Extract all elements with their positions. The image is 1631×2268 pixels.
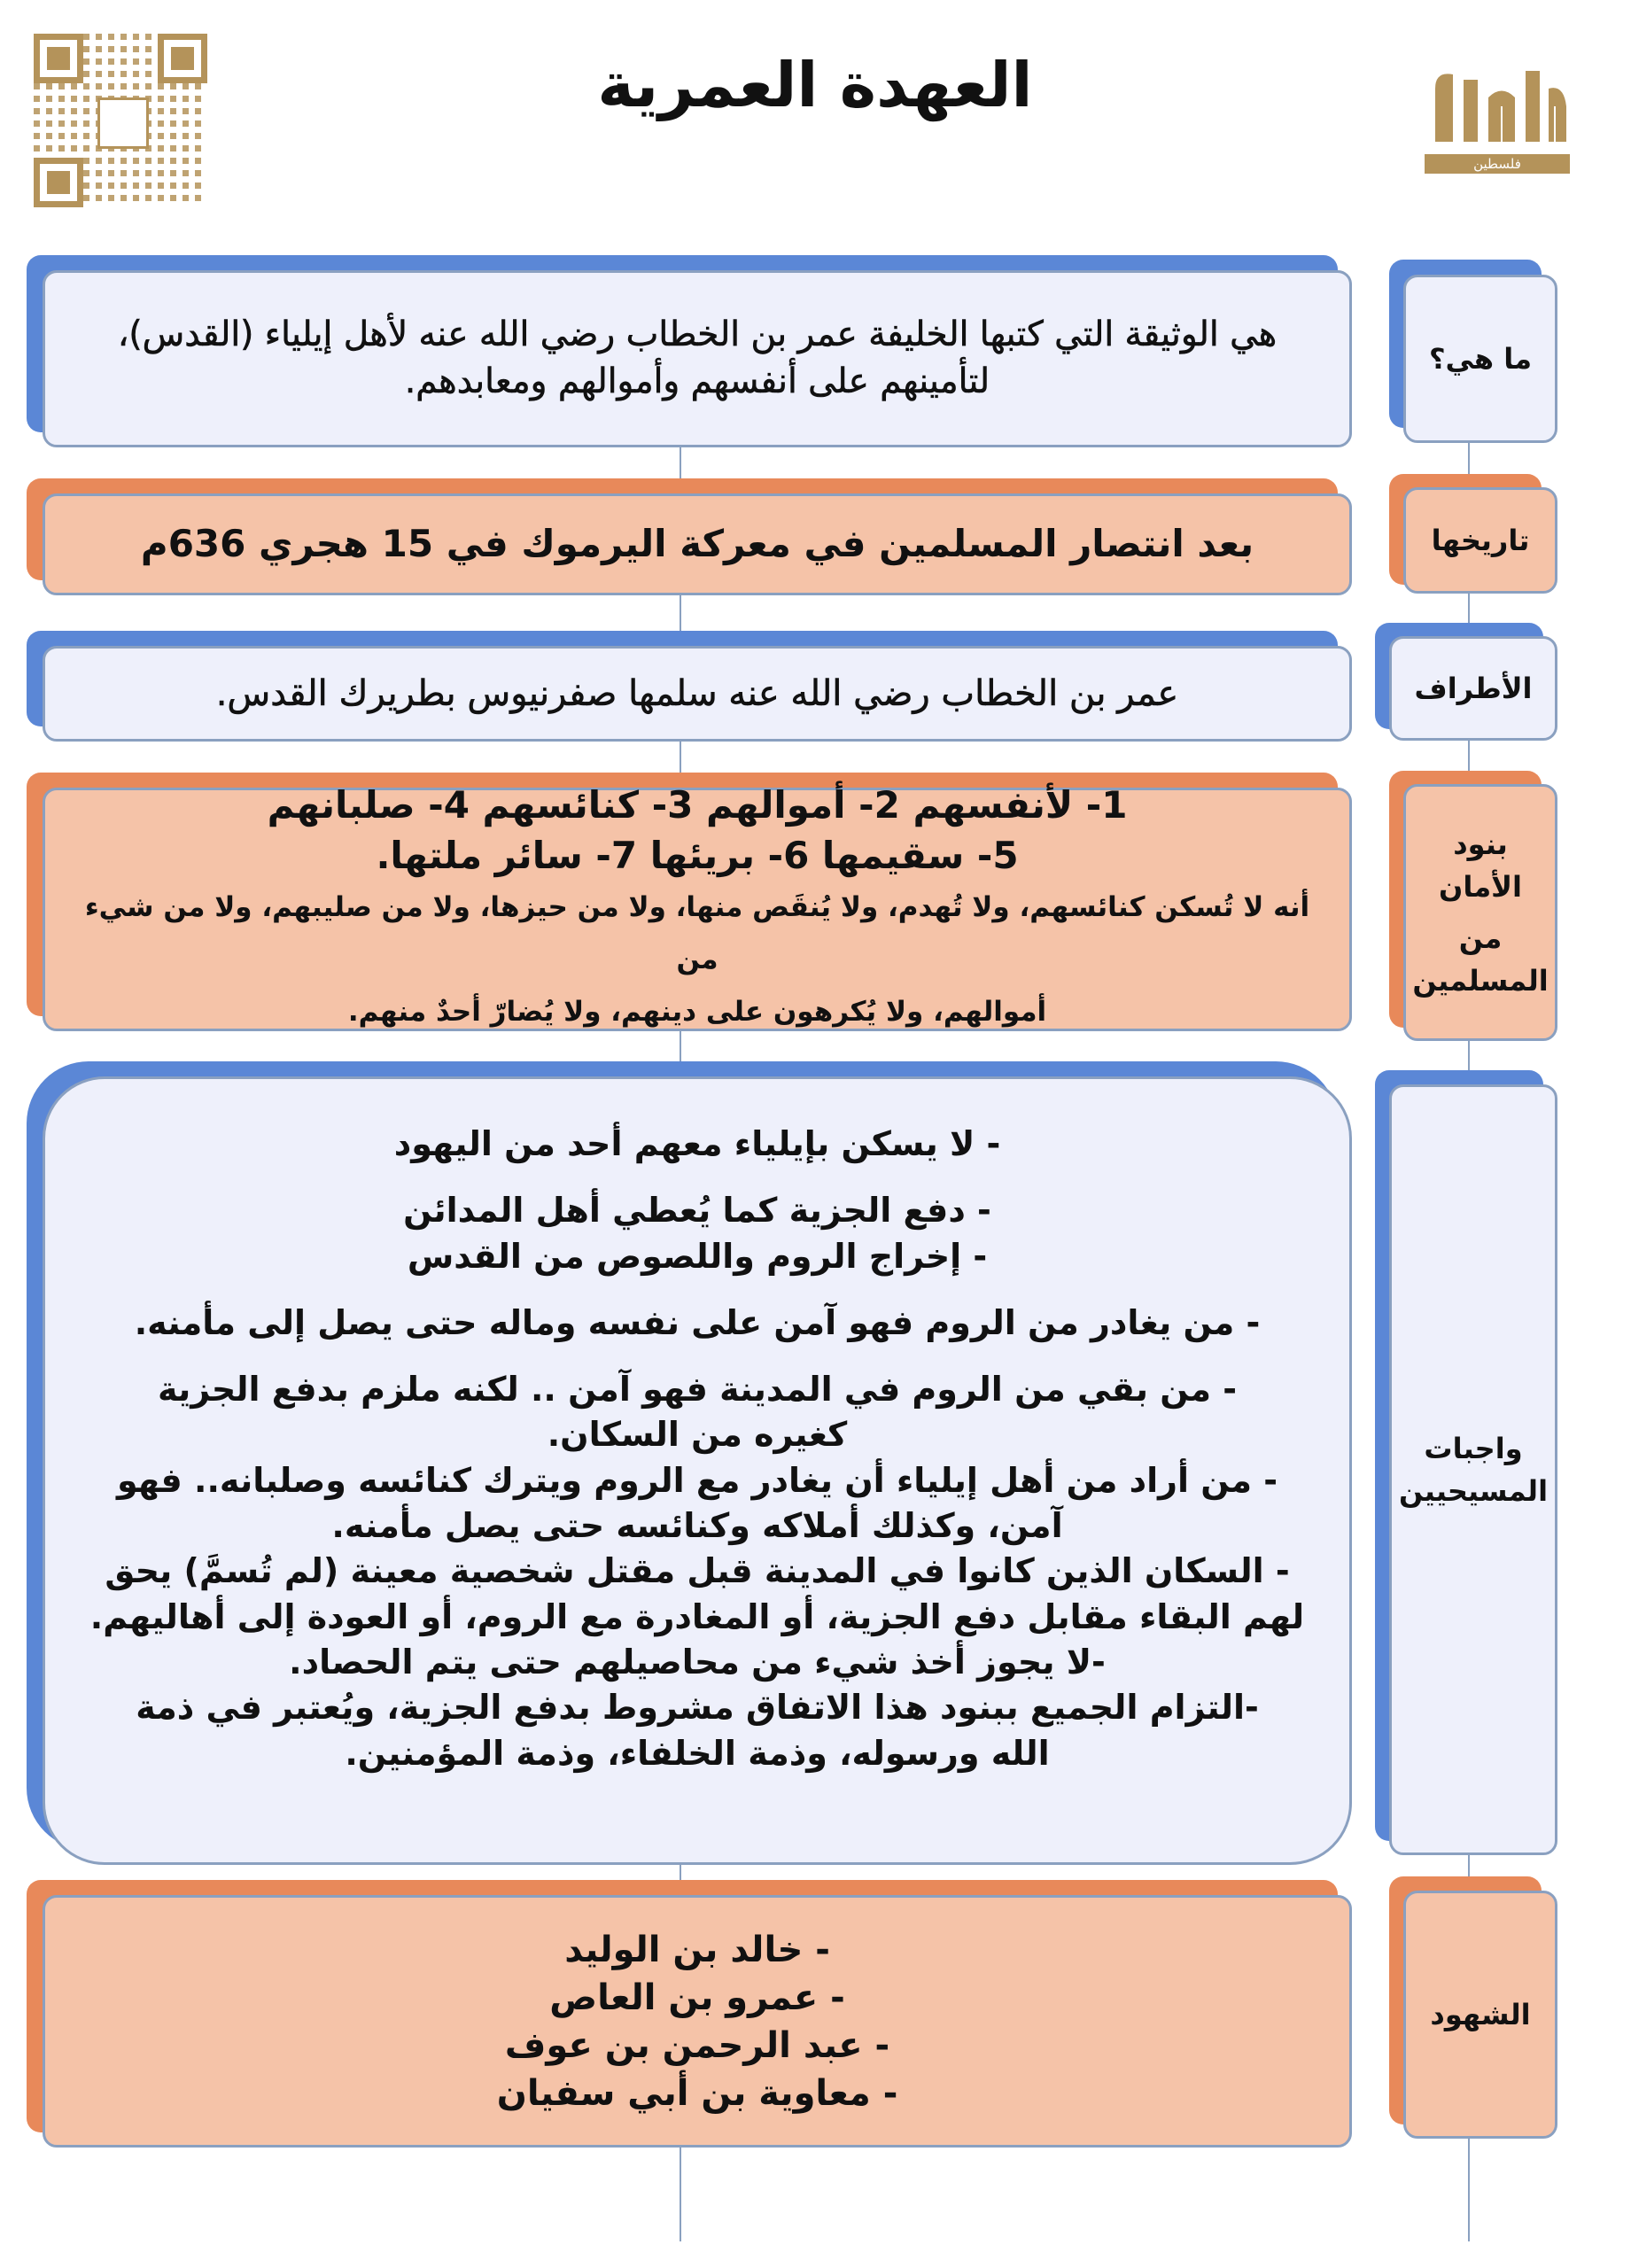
label-line: المسيحيين <box>1398 1474 1549 1508</box>
duty-item: - دفع الجزية كما يُعطي أهل المدائن <box>403 1191 991 1231</box>
definition-text: هي الوثيقة التي كتبها الخليفة عمر بن الخطاب رضي الله عنه لأهل إيلياء (القدس)، لتأمينهم على أنفسهم وأموالهم ومعابدهم. <box>117 315 1278 401</box>
security-terms-box <box>43 783 1352 1031</box>
logo-mark-icon <box>1417 62 1577 151</box>
terms-line-1: 1- لأنفسهم 2- أموالهم 3- كنائسهم 4- صلبانهم <box>267 783 1128 827</box>
label-text: الشهود <box>1430 1998 1531 2031</box>
duty-item: - من بقي من الروم في المدينة فهو آمن .. لكنه ملزم بدفع الجزية كغيره من السكان. <box>157 1370 1238 1455</box>
label-text: ما هي؟ <box>1428 342 1533 376</box>
duty-item: - من أراد من أهل إيلياء أن يغادر مع الروم ويترك كنائسه وصلبانه.. فهو آمن، وكذلك أملاكه وكنائسه حتى يصل مأمنه. <box>117 1460 1278 1546</box>
duty-item: - إخراج الروم واللصوص من القدس <box>407 1236 988 1276</box>
label-line: بنود <box>1453 827 1508 861</box>
label-christian-duties <box>1389 1084 1557 1855</box>
label-line: من <box>1458 921 1503 955</box>
label-line: المسلمين <box>1412 964 1549 998</box>
duty-item: - السكان الذين كانوا في المدينة قبل مقتل شخصية معينة (لم تُسمَّ) يحق لهم البقاء مقابل دفع الجزية، أو المغادرة مع الروم، أو العودة إلى أهاليهم. <box>89 1551 1305 1636</box>
duty-item: - من يغادر من الروم فهو آمن على نفسه وماله حتى يصل إلى مأمنه. <box>134 1302 1261 1342</box>
terms-line-4: أموالهم، ولا يُكرهون على دينهم، ولا يُضارّ أحدٌ منهم. <box>347 995 1047 1028</box>
qr-logo-icon <box>97 97 149 149</box>
parties-text: عمر بن الخطاب رضي الله عنه سلمها صفرنيوس بطريرك القدس. <box>215 673 1179 714</box>
duty-item: -لا يجوز أخذ شيء من محاصيلهم حتى يتم الحصاد. <box>289 1642 1106 1682</box>
witness-item: - خالد بن الوليد <box>564 1929 830 1970</box>
duty-item: - لا يسكن بإيلياء معهم أحد من اليهود <box>393 1124 1001 1163</box>
label-text: تاريخها <box>1431 524 1530 557</box>
label-witnesses <box>1403 1891 1557 2139</box>
parties-box <box>43 646 1352 742</box>
duty-item: -التزام الجميع ببنود هذا الاتفاق مشروط بدفع الجزية، ويُعتبر في ذمة الله ورسوله، وذمة الخلفاء، وذمة المؤمنين. <box>136 1688 1259 1773</box>
label-security-terms <box>1403 784 1557 1041</box>
logo-subtitle: فلسطين <box>1425 154 1570 174</box>
terms-line-2: 5- سقيمها 6- بريئها 7- سائر ملتها. <box>376 834 1019 878</box>
label-line: الأمان <box>1439 870 1522 904</box>
label-text: الأطراف <box>1414 672 1533 705</box>
label-line: واجبات <box>1424 1432 1523 1465</box>
label-parties <box>1389 636 1557 741</box>
witness-item: - معاوية بن أبي سفيان <box>496 2072 898 2114</box>
date-text: بعد انتصار المسلمين في معركة اليرموك في 15 هجري 636م <box>140 522 1254 566</box>
witness-item: - عبد الرحمن بن عوف <box>504 2024 890 2066</box>
site-logo <box>1417 62 1577 177</box>
definition-box <box>43 270 1352 447</box>
label-what-is-it <box>1403 275 1557 443</box>
date-box <box>43 493 1352 595</box>
qr-code <box>34 34 207 207</box>
witnesses-box <box>43 1895 1352 2148</box>
christian-duties-box <box>43 1076 1352 1865</box>
label-date <box>1403 487 1557 594</box>
terms-line-3: أنه لا تُسكن كنائسهم، ولا تُهدم، ولا يُنقَص منها، ولا من حيزها، ولا من صليبهم، ولا من شيء من <box>84 890 1310 975</box>
witness-item: - عمرو بن العاص <box>549 1977 845 2018</box>
page-title: العهدة العمرية <box>597 49 1033 121</box>
